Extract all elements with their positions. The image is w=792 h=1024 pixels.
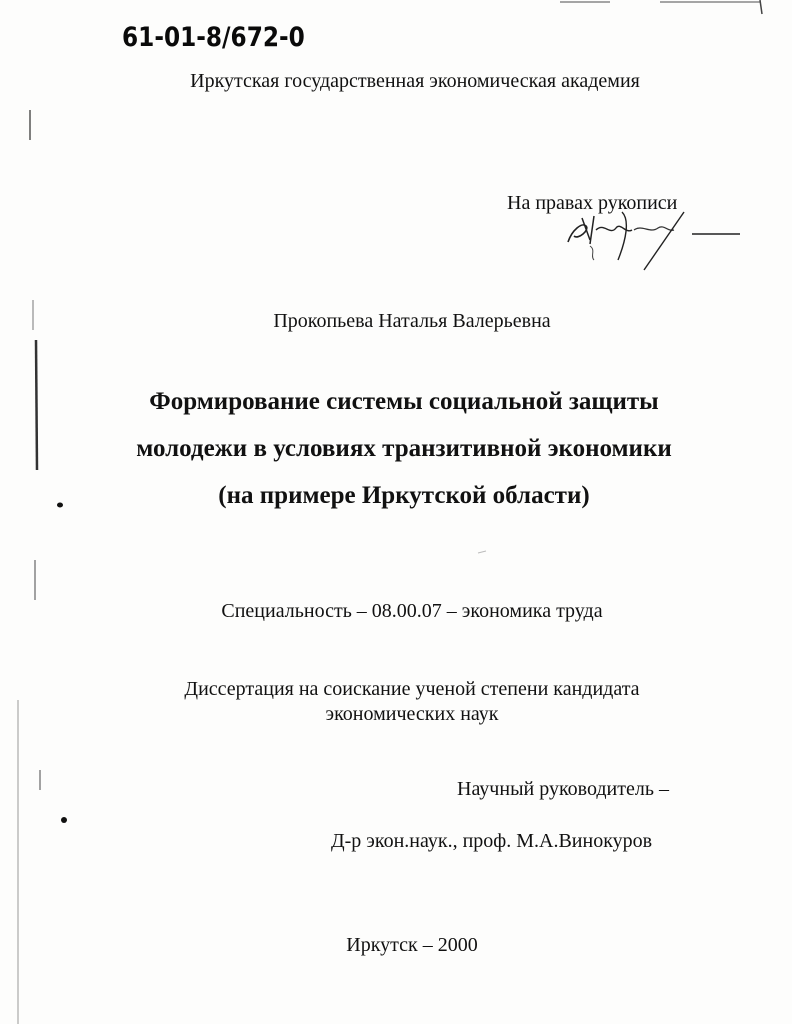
- advisor-name: Д-р экон.наук., проф. М.А.Винокуров: [331, 830, 653, 852]
- degree-line: экономических наук: [325, 703, 499, 725]
- degree-statement: [0, 677, 792, 727]
- title-line: (на примере Иркутской области): [218, 482, 590, 509]
- advisor-label: Научный руководитель –: [457, 778, 669, 800]
- specialty: Специальность – 08.00.07 – экономика труда: [221, 600, 603, 622]
- manuscript-note: На правах рукописи: [507, 192, 678, 214]
- city-year: Иркутск – 2000: [346, 934, 478, 956]
- document-code: 61-01-8/672-0: [122, 22, 305, 53]
- institution-name: Иркутская государственная экономическая академия: [190, 70, 640, 92]
- author-name: Прокопьева Наталья Валерьевна: [273, 310, 551, 332]
- dissertation-title: [0, 378, 792, 519]
- degree-line: Диссертация на соискание ученой степени кандидата: [184, 678, 640, 700]
- handwritten-signature-icon: [560, 200, 750, 280]
- title-line: молодежи в условиях транзитивной экономики: [136, 435, 672, 462]
- title-line: Формирование системы социальной защиты: [149, 388, 659, 415]
